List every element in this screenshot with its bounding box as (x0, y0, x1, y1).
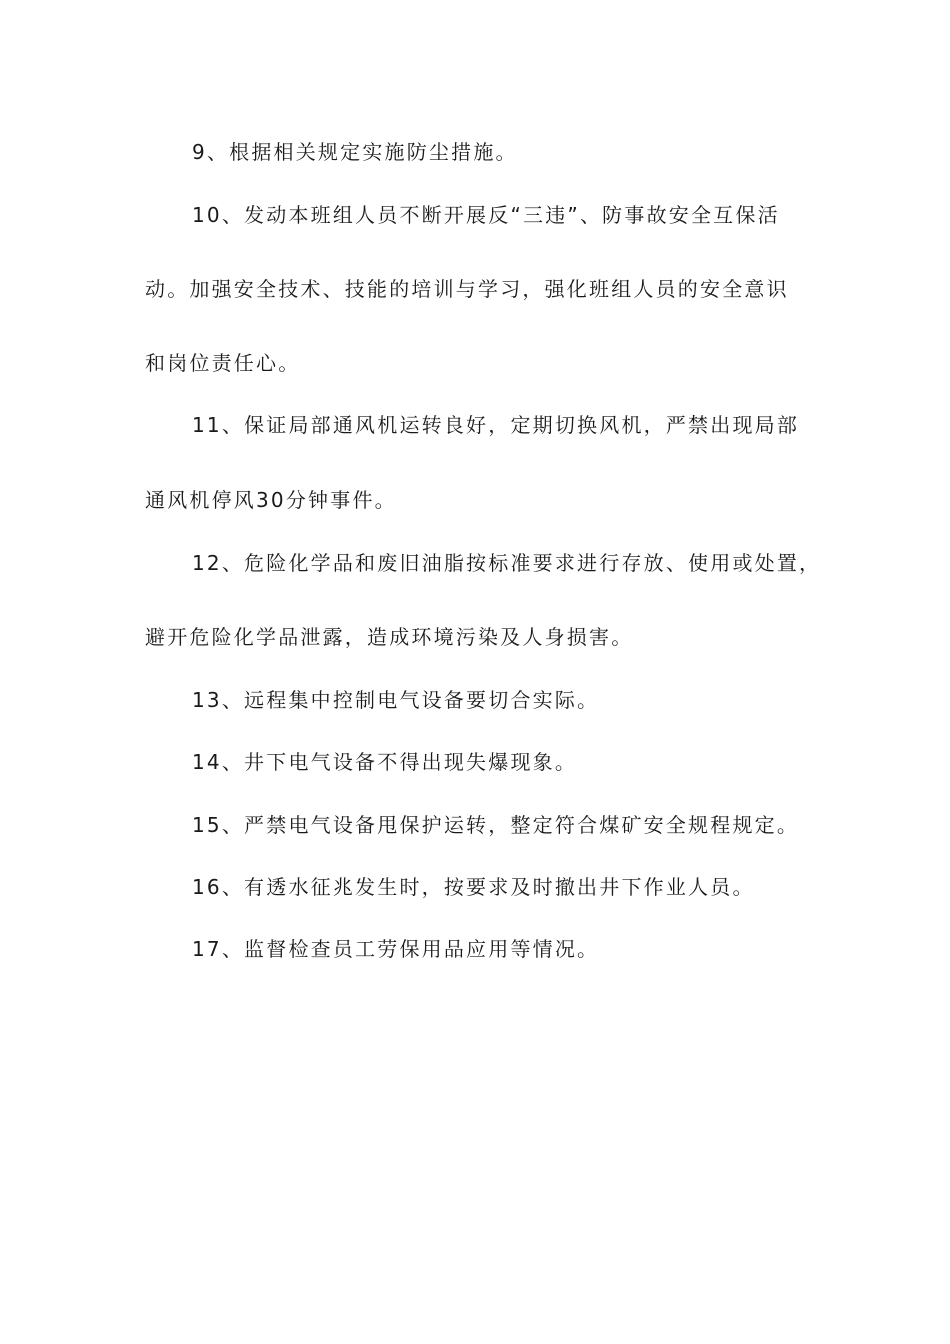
item-10-text-line-1: 10、发动本班组人员不断开展反“三违”、防事故安全互保活 (192, 203, 780, 227)
item-11-text-line-1: 11、保证局部通风机运转良好，定期切换风机，严禁出现局部 (192, 413, 800, 437)
item-12-text-line-1: 12、危险化学品和废旧油脂按标准要求进行存放、使用或处置， (192, 551, 822, 575)
item-13-text: 13、远程集中控制电气设备要切合实际。 (192, 688, 600, 712)
item-17-text: 17、监督检查员工劳保用品应用等情况。 (192, 937, 600, 961)
item-12-text-line-2: 避开危险化学品泄露，造成环境污染及人身损害。 (145, 625, 634, 649)
item-10-text-line-3: 和岗位责任心。 (145, 351, 301, 375)
item-11-text-line-2: 通风机停风30分钟事件。 (145, 488, 397, 512)
item-16-text: 16、有透水征兆发生时，按要求及时撤出井下作业人员。 (192, 875, 755, 899)
item-9-text: 9、根据相关规定实施防尘措施。 (192, 140, 518, 164)
item-10-text-line-2: 动。加强安全技术、技能的培训与学习，强化班组人员的安全意识 (145, 277, 789, 301)
item-15-text: 15、严禁电气设备甩保护运转，整定符合煤矿安全规程规定。 (192, 813, 800, 837)
item-14-text: 14、井下电气设备不得出现失爆现象。 (192, 750, 578, 774)
